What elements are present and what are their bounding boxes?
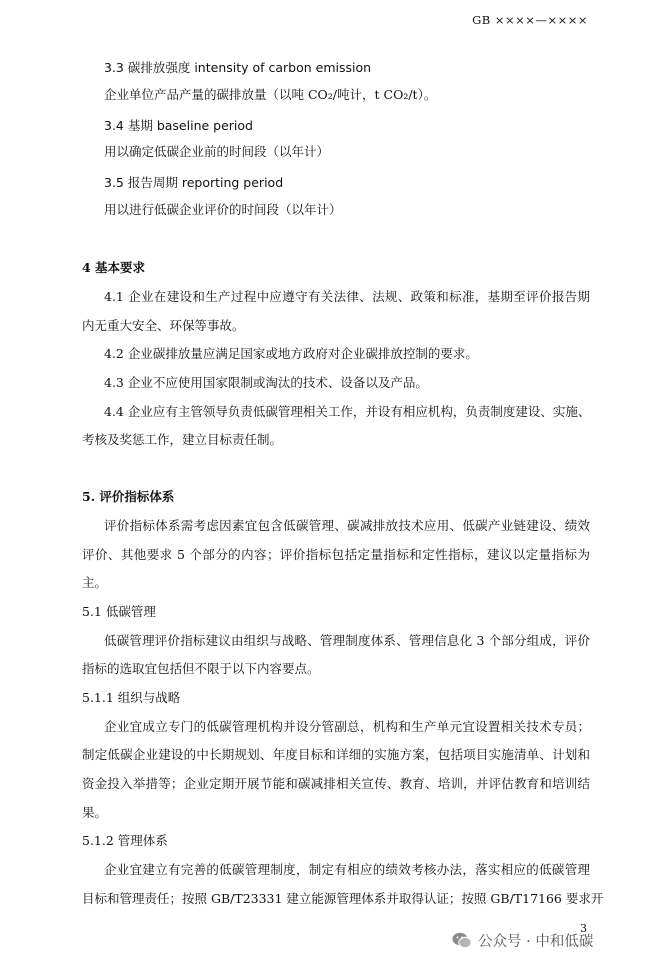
wechat-watermark [452,930,593,951]
section-5-intro-line3: 主。 [82,575,108,590]
section-5-1-line1: 低碳管理评价指标建议由组织与战略、管理制度体系、管理信息化 3 个部分组成，评价 [104,633,590,648]
clause-4-2: 4.2 企业碳排放量应满足国家或地方政府对企业碳排放控制的要求。 [104,346,478,361]
section-5-1-2-line2: 目标和管理责任；按照 GB/T23331 建立能源管理体系并取得认证；按照 GB/T17166 要求开 [82,891,604,906]
clause-4-4-line1: 4.4 企业应有主管领导负责低碳管理相关工作，并设有相应机构，负责制度建设、实施、 [104,404,591,419]
term-3-4-definition: 用以确定低碳企业前的时间段（以年计） [104,144,330,159]
section-5-heading: 5. 评价指标体系 [82,489,175,504]
section-5-1-heading: 5.1 低碳管理 [82,604,156,619]
clause-4-1-line1: 4.1 企业在建设和生产过程中应遵守有关法律、法规、政策和标准，基期至评价报告期 [104,289,590,304]
page-number: 3 [580,922,587,935]
clause-4-3: 4.3 企业不应使用国家限制或淘汰的技术、设备以及产品。 [104,375,428,390]
section-5-1-2-heading: 5.1.2 管理体系 [82,833,168,848]
term-3-5-definition: 用以进行低碳企业评价的时间段（以年计） [104,202,342,217]
term-3-4-heading: 3.4 基期 baseline period [104,118,253,133]
wechat-icon [452,932,472,949]
section-5-intro-line1: 评价指标体系需考虑因素宜包含低碳管理、碳减排放技术应用、低碳产业链建设、绩效 [104,518,590,533]
section-5-1-2-line1: 企业宜建立有完善的低碳管理制度，制定有相应的绩效考核办法，落实相应的低碳管理 [104,862,590,877]
standard-code-header: GB ××××—×××× [472,13,588,27]
term-3-3-heading: 3.3 碳排放强度 intensity of carbon emission [104,60,372,75]
section-5-1-1-line2: 制定低碳企业建设的中长期规划、年度目标和详细的实施方案，包括项目实施清单、计划和 [82,747,590,762]
clause-4-4-line2: 考核及奖惩工作，建立目标责任制。 [82,432,283,447]
section-5-1-1-line4: 果。 [82,805,108,820]
section-5-1-1-heading: 5.1.1 组织与战略 [82,690,181,705]
watermark-text: 公众号 · 中和低碳 [478,934,594,950]
section-5-intro-line2: 评价、其他要求 5 个部分的内容；评价指标包括定量指标和定性指标，建议以定量指标为 [82,547,590,562]
section-5-1-1-line1: 企业宜成立专门的低碳管理机构并设分管副总，机构和生产单元宜设置相关技术专员； [104,719,590,734]
clause-4-1-line2: 内无重大安全、环保等事故。 [82,318,245,333]
section-4-heading: 4 基本要求 [82,260,146,275]
section-5-1-line2: 指标的选取宜包括但不限于以下内容要点。 [82,661,320,676]
section-5-1-1-line3: 资金投入举措等；企业定期开展节能和碳减排相关宣传、教育、培训，并评估教育和培训结 [82,776,590,791]
term-3-5-heading: 3.5 报告周期 reporting period [104,175,284,190]
term-3-3-definition: 企业单位产品产量的碳排放量（以吨 CO₂/吨计，t CO₂/t）。 [104,87,437,102]
